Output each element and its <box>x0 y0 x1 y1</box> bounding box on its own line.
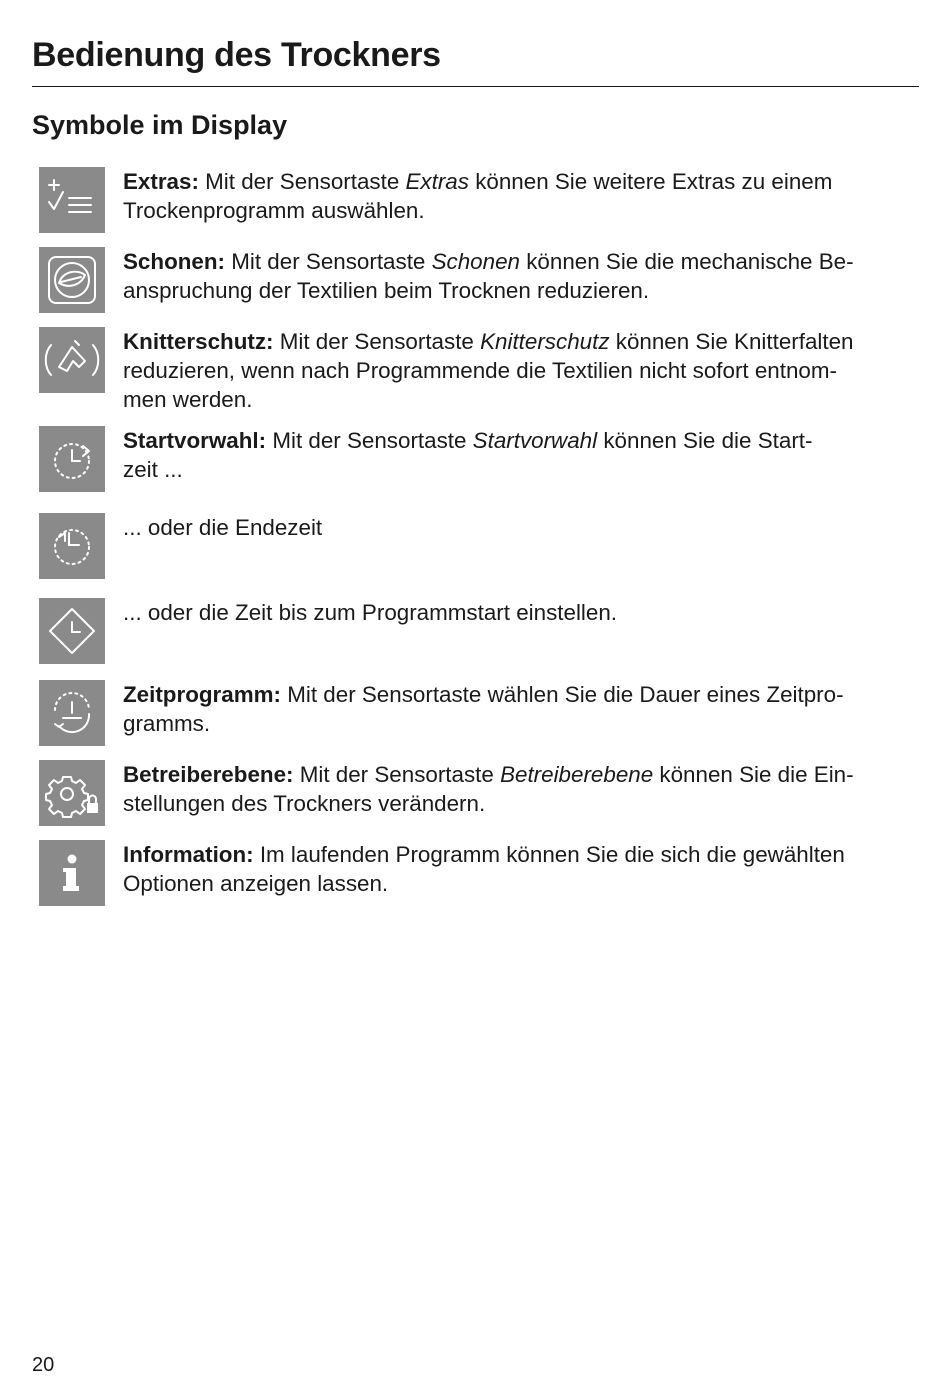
extras-checklist-icon <box>39 167 105 233</box>
symbol-description: Startvorwahl: Mit der Sensortaste Startvorwahl können Sie die Start- zeit ... <box>123 428 813 482</box>
page-title: Bedienung des Trockners <box>32 36 441 74</box>
symbol-description: ... oder die Zeit bis zum Programmstart einstellen. <box>123 600 618 625</box>
section-title: Symbole im Display <box>32 110 288 140</box>
info-icon <box>39 840 105 906</box>
title-divider <box>32 86 919 87</box>
page-number: 20 <box>32 1354 55 1376</box>
symbol-description: Knitterschutz: Mit der Sensortaste Knitterschutz können Sie Knitterfalten reduzieren, wenn nach Programmende die Textilien nicht sofort entnom- men werden. <box>123 329 854 412</box>
symbol-description: Extras: Mit der Sensortaste Extras können Sie weitere Extras zu einem Trockenprogramm auswählen. <box>123 169 833 223</box>
symbol-description: Information: Im laufenden Programm können Sie die sich die gewählten Optionen anzeigen lassen. <box>123 842 845 896</box>
symbol-description: Schonen: Mit der Sensortaste Schonen können Sie die mechanische Be- anspruchung der Textilien beim Trocknen reduzieren. <box>123 249 854 303</box>
gentle-leaf-icon <box>39 247 105 313</box>
timed-program-clock-icon <box>39 680 105 746</box>
end-time-clock-icon <box>39 513 105 579</box>
countdown-diamond-icon <box>39 598 105 664</box>
settings-gear-lock-icon <box>39 760 105 826</box>
symbol-description: Zeitprogramm: Mit der Sensortaste wählen Sie die Dauer eines Zeitpro- gramms. <box>123 682 844 736</box>
delay-start-clock-icon <box>39 426 105 492</box>
symbol-description: ... oder die Endezeit <box>123 515 323 540</box>
anti-crease-shirt-icon <box>39 327 105 393</box>
symbol-description: Betreiberebene: Mit der Sensortaste Betreiberebene können Sie die Ein- stellungen des Trockners verändern. <box>123 762 854 816</box>
